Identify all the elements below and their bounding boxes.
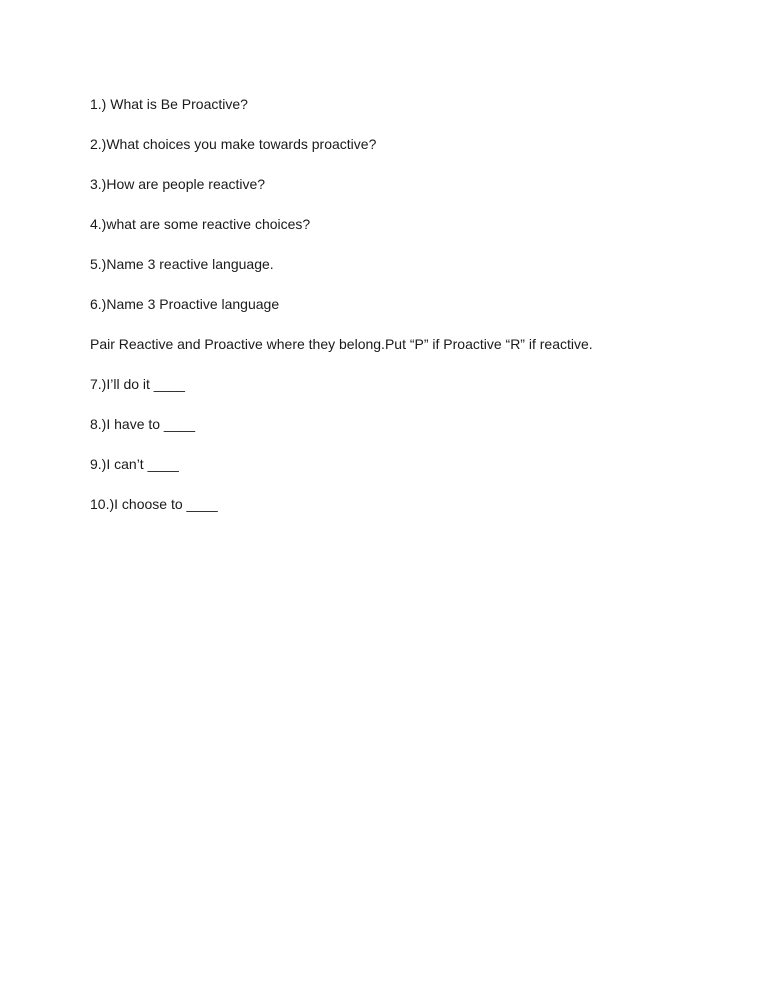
- question-10: 10.)I choose to ____: [90, 496, 218, 512]
- question-2: 2.)What choices you make towards proactive?: [90, 136, 377, 152]
- question-6: 6.)Name 3 Proactive language: [90, 296, 280, 312]
- question-3: 3.)How are people reactive?: [90, 176, 266, 192]
- question-7: 7.)I’ll do it ____: [90, 376, 185, 392]
- question-9: 9.)I can’t ____: [90, 456, 179, 472]
- question-5: 5.)Name 3 reactive language.: [90, 256, 274, 272]
- worksheet-body: [90, 96, 730, 536]
- question-4: 4.)what are some reactive choices?: [90, 216, 311, 232]
- instructions: Pair Reactive and Proactive where they belong.Put “P” if Proactive “R” if reactive.: [90, 336, 593, 352]
- question-8: 8.)I have to ____: [90, 416, 196, 432]
- question-1: 1.) What is Be Proactive?: [90, 96, 248, 112]
